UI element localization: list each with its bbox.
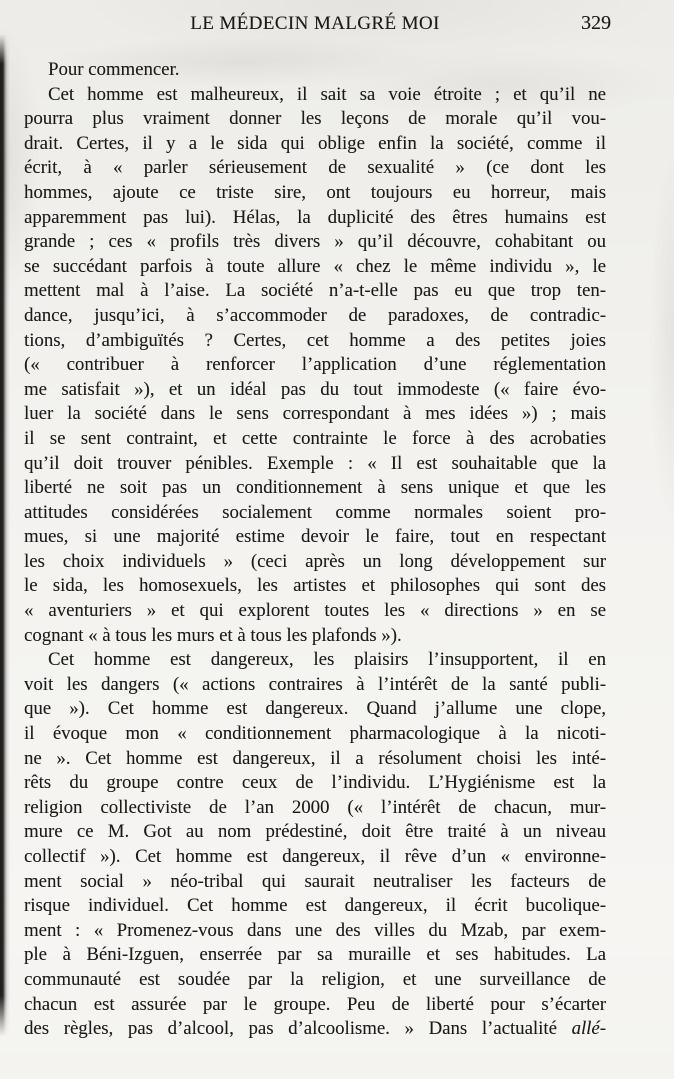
body-text-line xyxy=(24,230,606,255)
body-text-line xyxy=(24,427,606,452)
body-text-line xyxy=(24,919,606,944)
body-text-line xyxy=(24,697,606,722)
page-number: 329 xyxy=(581,12,611,34)
line-text: religion collectiviste de l’an 2000 (« l’intérêt de chacun, mur- xyxy=(24,796,606,818)
line-text: il se sent contraint, et cette contrainte le force à des acrobaties xyxy=(24,427,606,449)
body-text-line xyxy=(24,452,606,477)
line-text: dance, jusqu’ici, à s’accommoder de paradoxes, de contradic- xyxy=(24,304,606,326)
body-text-line xyxy=(24,796,606,821)
body-text-line xyxy=(24,304,606,329)
line-text: mure ce M. Got au nom prédestiné, doit être traité à un niveau xyxy=(24,821,606,843)
body-text-line xyxy=(24,747,606,772)
body-text-line xyxy=(24,353,606,378)
line-text: pourra plus vraiment donner les leçons de morale qu’il vou- xyxy=(24,108,606,130)
line-text: écrit, à « parler sérieusement de sexualité » (ce dont les xyxy=(24,157,606,179)
body-text-line xyxy=(24,83,606,108)
page-gutter-shadow xyxy=(0,34,10,1036)
body-text-line xyxy=(24,722,606,747)
line-text: ple à Béni-Izguen, enserrée par sa muraille et ses habitudes. La xyxy=(24,944,606,966)
body-text-line xyxy=(24,132,606,157)
line-text: me satisfait »), et un idéal pas du tout immodeste (« faire évo- xyxy=(24,378,606,400)
line-text: hommes, ajoute ce triste sire, ont toujours eu horreur, mais xyxy=(24,181,606,203)
line-text: cognant « à tous les murs et à tous les plafonds »). xyxy=(24,624,402,646)
line-text: des règles, pas d’alcool, pas d’alcoolisme. » Dans l’actualité xyxy=(24,1018,557,1040)
body-text-line xyxy=(24,255,606,280)
line-text: ne ». Cet homme est dangereux, il a résolument choisi les inté- xyxy=(24,747,606,769)
body-text-line xyxy=(24,771,606,796)
line-text: mues, si une majorité estime devoir le faire, tout en respectant xyxy=(24,526,606,548)
body-text-line xyxy=(24,181,606,206)
body-text-line xyxy=(24,58,606,83)
line-text: mettent mal à l’aise. La société n’a-t-elle pas eu que trop ten- xyxy=(24,280,606,302)
body-text-line xyxy=(24,993,606,1018)
body-text-line xyxy=(24,156,606,181)
line-text: drait. Certes, il y a le sida qui oblige enfin la société, comme il xyxy=(24,132,606,154)
line-text: Pour commencer. xyxy=(48,59,180,80)
body-text-line xyxy=(24,476,606,501)
line-text: liberté ne soit pas un conditionnement à sens unique et que les xyxy=(24,477,606,499)
line-text: qu’il doit trouver pénibles. Exemple : « Il est souhaitable que la xyxy=(24,452,606,474)
line-text: ment social » néo-tribal qui saurait neutraliser les facteurs de xyxy=(24,870,606,892)
line-text: Cet homme est malheureux, il sait sa voie étroite ; et qu’il ne xyxy=(48,83,606,105)
body-text-line xyxy=(24,894,606,919)
body-text-line xyxy=(24,206,606,231)
line-text: rêts du groupe contre ceux de l’individu. L’Hygiénisme est la xyxy=(24,772,606,794)
line-text: les choix individuels » (ceci après un long développement sur xyxy=(24,550,606,572)
line-text: risque individuel. Cet homme est dangereux, il écrit bucolique- xyxy=(24,895,606,917)
line-text: Cet homme est dangereux, les plaisirs l’insupportent, il en xyxy=(48,649,606,671)
line-text: se succédant parfois à toute allure « chez le même individu », le xyxy=(24,255,606,277)
body-text-line xyxy=(24,845,606,870)
line-text: « aventuriers » et qui explorent toutes les « directions » en se xyxy=(24,600,606,622)
body-text-line xyxy=(24,870,606,895)
line-text: tions, d’ambiguïtés ? Certes, cet homme a des petites joies xyxy=(24,329,606,351)
line-text: chacun est assurée par le groupe. Peu de liberté pour s’écarter xyxy=(24,993,606,1015)
line-text: communauté est soudée par la religion, et une surveillance de xyxy=(24,968,606,990)
line-text: luer la société dans le sens correspondant à mes idées ») ; mais xyxy=(24,403,606,425)
line-text: (« contribuer à renforcer l’application d’une réglementation xyxy=(24,354,606,376)
body-text-line xyxy=(24,673,606,698)
body-text-line xyxy=(24,525,606,550)
line-text: voit les dangers (« actions contraires à l’intérêt de la santé publi- xyxy=(24,673,606,695)
body-text-line xyxy=(24,599,606,624)
line-text: attitudes considérées socialement comme normales soient pro- xyxy=(24,501,606,523)
body-text-line xyxy=(24,648,606,673)
line-text: que »). Cet homme est dangereux. Quand j’allume une clope, xyxy=(24,698,606,720)
line-text: collectif »). Cet homme est dangereux, il rêve d’un « environne- xyxy=(24,846,606,867)
body-text-line xyxy=(24,820,606,845)
line-text: le sida, les homosexuels, les artistes et philosophes qui sont des xyxy=(24,575,606,597)
body-text-line xyxy=(24,968,606,993)
running-title: LE MÉDECIN MALGRÉ MOI xyxy=(190,13,440,34)
body-text-line xyxy=(24,1017,606,1042)
body-text-line xyxy=(24,378,606,403)
body-text-line xyxy=(24,402,606,427)
body-text-line xyxy=(24,279,606,304)
line-text: il évoque mon « conditionnement pharmacologique à la nicoti- xyxy=(24,723,606,745)
page-body xyxy=(24,58,606,1042)
page-header xyxy=(24,12,611,36)
body-text-line xyxy=(24,943,606,968)
body-text-line xyxy=(24,329,606,354)
body-text-line xyxy=(24,550,606,575)
body-text-line xyxy=(24,574,606,599)
body-text-line xyxy=(24,624,606,649)
line-text: apparemment pas lui). Hélas, la duplicité des êtres humains est xyxy=(24,206,606,228)
body-text-line xyxy=(24,107,606,132)
line-italic-tail: allé- xyxy=(556,1018,606,1040)
line-text: grande ; ces « profils très divers » qu’il découvre, cohabitant ou xyxy=(24,231,606,253)
body-text-line xyxy=(24,501,606,526)
line-text: ment : « Promenez-vous dans une des villes du Mzab, par exem- xyxy=(24,919,606,941)
